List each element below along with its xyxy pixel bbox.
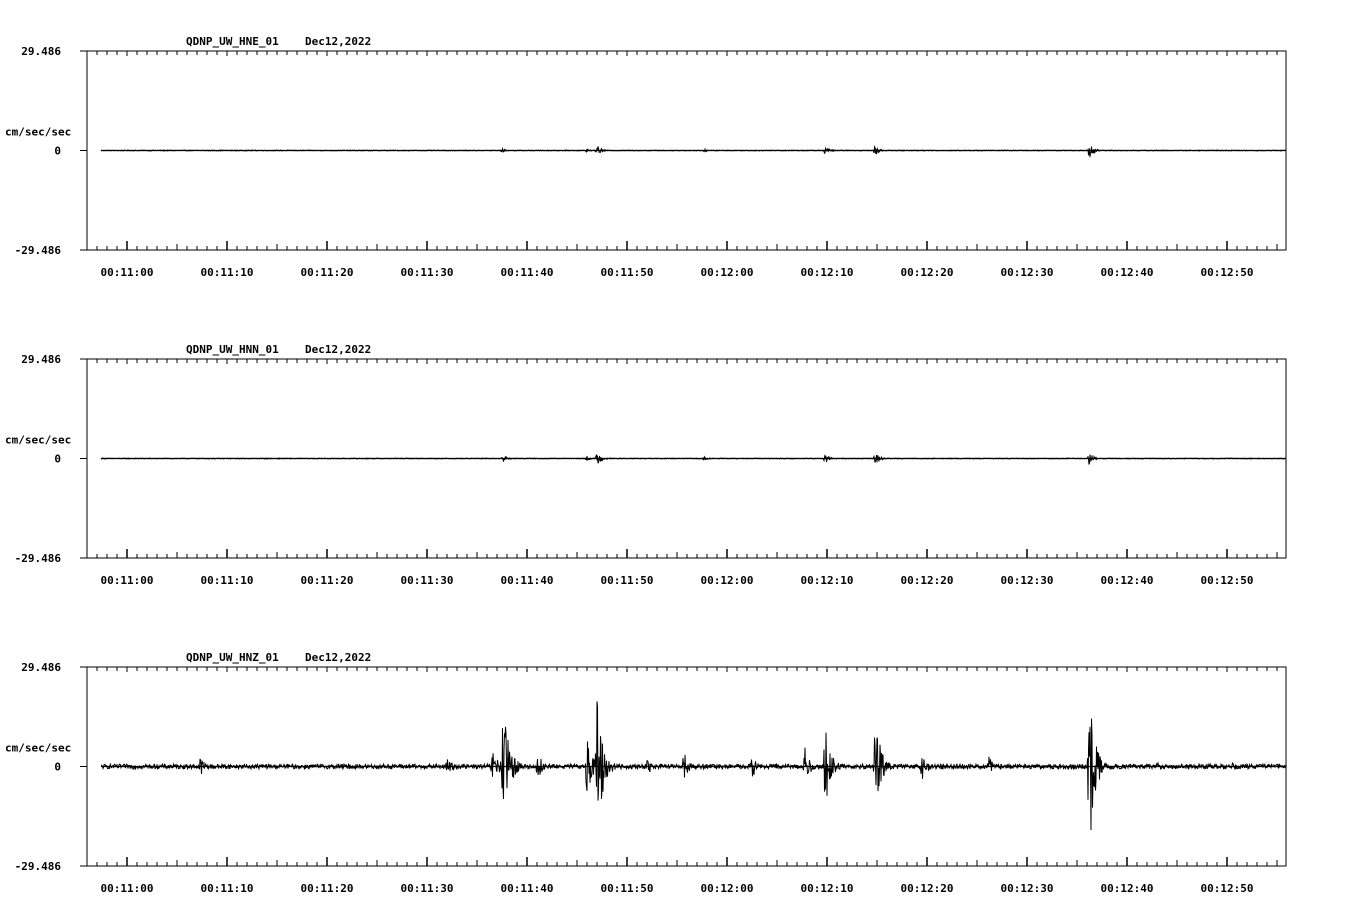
x-tick-label: 00:12:30 [1000,882,1054,895]
y-tick-label: -29.486 [14,860,61,873]
x-tick-label: 00:11:30 [400,882,454,895]
y-tick-label: 0 [54,760,61,774]
x-tick-label: 00:11:50 [600,882,654,895]
x-tick-label: 00:12:00 [700,574,754,587]
date-label: Dec12,2022 [305,651,372,664]
x-tick-label: 00:11:40 [500,574,554,587]
y-axis-label: cm/sec/sec [5,741,72,755]
x-tick-label: 00:12:40 [1100,882,1154,895]
y-tick-label: 29.486 [21,353,61,366]
x-tick-label: 00:11:50 [600,574,654,587]
x-tick-label: 00:12:30 [1000,574,1054,587]
x-tick-label: 00:11:10 [200,574,254,587]
panel-3 [5,651,1286,895]
y-tick-label: 29.486 [21,661,61,674]
x-tick-label: 00:12:20 [900,882,954,895]
x-tick-label: 00:11:00 [100,574,154,587]
station-title: QDNP_UW_HNN_01 [186,343,279,356]
x-tick-label: 00:12:50 [1200,574,1254,587]
x-tick-label: 00:11:00 [100,882,154,895]
x-tick-label: 00:11:40 [500,266,554,279]
x-tick-label: 00:11:50 [600,266,654,279]
x-tick-label: 00:11:30 [400,266,454,279]
x-tick-label: 00:11:40 [500,882,554,895]
y-axis-label: cm/sec/sec [5,125,72,139]
y-tick-label: 0 [54,144,61,158]
x-tick-label: 00:12:20 [900,266,954,279]
x-tick-label: 00:12:40 [1100,266,1154,279]
x-tick-label: 00:11:10 [200,882,254,895]
x-tick-label: 00:11:30 [400,574,454,587]
waveform-trace [101,146,1286,157]
y-tick-label: 0 [54,452,61,466]
x-tick-label: 00:12:00 [700,882,754,895]
x-tick-label: 00:12:10 [800,266,854,279]
x-tick-label: 00:12:50 [1200,266,1254,279]
waveform-trace [101,701,1286,830]
x-tick-label: 00:11:20 [300,882,354,895]
x-tick-label: 00:12:50 [1200,882,1254,895]
x-tick-label: 00:11:00 [100,266,154,279]
y-tick-label: -29.486 [14,552,61,565]
date-label: Dec12,2022 [305,343,372,356]
x-tick-label: 00:12:40 [1100,574,1154,587]
station-title: QDNP_UW_HNZ_01 [186,651,279,664]
y-tick-label: 29.486 [21,45,61,58]
x-tick-label: 00:11:10 [200,266,254,279]
x-tick-label: 00:12:30 [1000,266,1054,279]
y-axis-label: cm/sec/sec [5,433,72,447]
waveform-trace [101,455,1286,465]
x-tick-label: 00:12:00 [700,266,754,279]
x-tick-label: 00:12:10 [800,574,854,587]
station-title: QDNP_UW_HNE_01 [186,35,279,48]
y-tick-label: -29.486 [14,244,61,257]
x-tick-label: 00:11:20 [300,266,354,279]
x-tick-label: 00:11:20 [300,574,354,587]
panel-2 [5,343,1286,587]
panel-1 [5,35,1286,279]
date-label: Dec12,2022 [305,35,372,48]
x-tick-label: 00:12:10 [800,882,854,895]
x-tick-label: 00:12:20 [900,574,954,587]
